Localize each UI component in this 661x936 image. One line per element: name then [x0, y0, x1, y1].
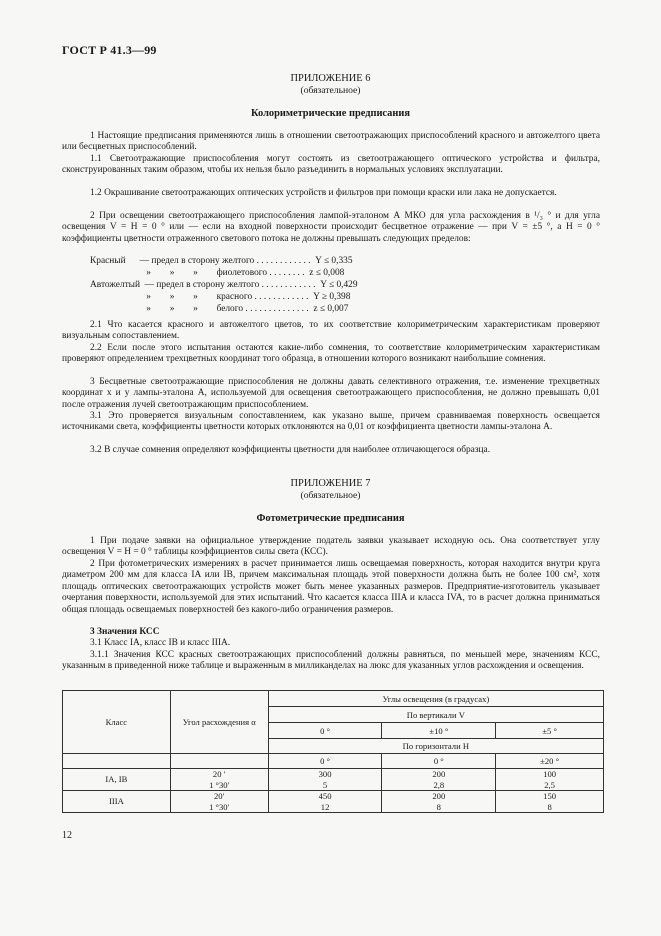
class-cell: IIIA: [63, 791, 171, 813]
appendix-6-heading: Колориметрические предписания: [251, 108, 410, 119]
paragraph-1: 1 Настоящие предписания применяются лишь в отношении светоотражающих приспособлений красного и автожелтого цвета или бесцветных приспособлений.: [62, 131, 600, 153]
paragraph-7-3-1: 3.1 Класс IA, класс IB и класс IIIA.: [90, 638, 231, 648]
class-cell: IA, IB: [63, 769, 171, 791]
angle-cell: [170, 791, 268, 813]
value: 150: [543, 791, 557, 802]
horizontal-angle: 0 °: [268, 754, 382, 769]
appendix-7-title-block: [0, 478, 661, 502]
appendix-6-title-block: [0, 73, 661, 97]
limit-row: Красный — предел в сторону желтого . . . . . . . . . . . . Y ≤ 0,335: [90, 256, 353, 266]
header-divergence-angle: Угол расхождения α: [170, 691, 268, 754]
horizontal-angle: ±20 °: [496, 754, 604, 769]
header-class: Класс: [63, 691, 171, 754]
angle-cell: [170, 769, 268, 791]
paragraph-7-1: 1 При подаче заявки на официальное утверждение податель заявки указывает исходную ось. Она соответствует углу освещения V = H = 0 ° таблицы коэффициентов силы света (КСС).: [62, 536, 600, 558]
kss-table: [62, 690, 604, 813]
paragraph-3-2: 3.2 В случае сомнения определяют коэффициенты цветности для наиболее отличающегося образца.: [90, 445, 491, 455]
value: 12: [320, 801, 330, 812]
paragraph-2-1: 2.1 Что касается красного и автожелтого цветов, то их соответствие колориметрическим характеристикам проверяют визуальным сопоставлением.: [62, 320, 600, 342]
paragraph-2-2: 2.2 Если после этого испытания остаются какие-либо сомнения, то соответствие колориметрическим характеристикам проверяют определением трехцветных координат того образца, в отношении которого возникают наибольшие сомнения.: [62, 343, 600, 365]
value: 8: [547, 801, 552, 812]
angle-value: 1 °30′: [209, 801, 230, 812]
value: 2,5: [544, 779, 555, 790]
header-horizontal: По горизонтали H: [268, 739, 603, 754]
angle-value: 1 °30′: [209, 779, 230, 790]
value-cell: [268, 791, 382, 813]
empty-cell: [63, 754, 171, 769]
page-number: 12: [62, 830, 72, 841]
paragraph-7-3-1-1: 3.1.1 Значения КСС красных светоотражающих приспособлений должны равняться, по меньшей мере, значениям КСС, указанным в приведенной ниже таблице и выраженным в милликанделах на люкс для указанных углов расхождения и освещения.: [62, 650, 600, 672]
angle-value: 20′: [214, 791, 225, 802]
vertical-angle: ±5 °: [496, 723, 604, 739]
angle-value: 20 ′: [212, 769, 226, 779]
value-cell: [268, 769, 382, 791]
limit-row: » » » красного . . . . . . . . . . . . Y ≥ 0,398: [90, 292, 351, 302]
value: 5: [322, 779, 328, 790]
paragraph-1-2: 1.2 Окрашивание светоотражающих оптических устройств и фильтров при помощи краски или лака не допускается.: [90, 188, 557, 198]
appendix-7-heading: Фотометрические предписания: [256, 513, 405, 524]
value: 8: [436, 801, 441, 812]
paragraph-3-1: 3.1 Это проверяется визуальным сопоставлением, как указано выше, причем сравниваемая поверхность освещается источниками света, коэффициенты цветности которых отклоняются на 0,01 от коэффициента цветности лампы-эталона А.: [62, 411, 600, 433]
limit-row: Автожелтый — предел в сторону желтого . . . . . . . . . . . . Y ≤ 0,429: [90, 280, 358, 290]
document-code: ГОСТ Р 41.3—99: [62, 43, 157, 57]
appendix-6-status: (обязательное): [300, 85, 361, 96]
value-cell: [382, 791, 496, 813]
header-vertical: По вертикали V: [268, 707, 603, 723]
value: 200: [432, 769, 446, 779]
empty-cell: [170, 754, 268, 769]
value-cell: [496, 791, 604, 813]
value: 100: [543, 769, 557, 779]
table-row: [63, 791, 604, 813]
value: 2,8: [433, 779, 445, 790]
appendix-7-title: ПРИЛОЖЕНИЕ 7: [290, 478, 371, 489]
appendix-6-title: ПРИЛОЖЕНИЕ 6: [290, 73, 371, 84]
value: 300: [318, 769, 332, 779]
limit-row: » » » фиолетового . . . . . . . . z ≤ 0,008: [90, 268, 345, 278]
appendix-7-status: (обязательное): [300, 490, 361, 501]
vertical-angle: ±10 °: [382, 723, 496, 739]
vertical-angle: 0 °: [268, 723, 382, 739]
value-cell: [382, 769, 496, 791]
paragraph-1-1: 1.1 Светоотражающие приспособления могут состоять из светоотражающего оптического устройства и фильтра, сконструированных таким образом, чтобы их нельзя было разъединить в нормальных условиях эксплуатации.: [62, 154, 600, 176]
value-cell: [496, 769, 604, 791]
value: 450: [318, 791, 332, 802]
paragraph-3: 3 Бесцветные светоотражающие приспособления не должны давать селективного отражения, т.е. изменение трехцветных координат x и y лампы-эталона А, используемой для освещения светоотражающего приспособления, не должно превышать 0,01 после отражения лучей светоотражающим приспособлением.: [62, 377, 600, 410]
horizontal-angle: 0 °: [382, 754, 496, 769]
paragraph-7-3: 3 Значения КСС: [90, 627, 160, 637]
limit-row: » » » белого . . . . . . . . . . . . . . z ≤ 0,007: [90, 304, 349, 314]
table-row: [63, 769, 604, 791]
paragraph-2: 2 При освещении светоотражающего приспособления лампой-эталоном А МКО для угла расхождения в ¹/₃ ° и для угла освещения V = H = 0 ° или — если на входной поверхности происходит бесцветное отражение — при V = ±5 °, а H = 0 ° коэффициенты цветности отраженного светового потока не должны превышать следующих пределов:: [62, 211, 600, 244]
header-illumination-angles: Углы освещения (в градусах): [268, 691, 603, 707]
paragraph-7-2: 2 При фотометрических измерениях в расчет принимается лишь освещаемая поверхность, которая находится внутри круга диаметром 200 мм для класса IA или IB, причем максимальная площадь этой поверхности должна быть не более 100 см², хотя площадь оптических светоотражающих устройств может быть менее указанных размеров. Предприятие-изготовитель указывает очертания поверхности, используемой для этих испытаний. Что касается класса IIIA и класса IVA, то в расчет должна приниматься общая площадь освещаемых поверхностей без какого-либо ограничения размеров.: [62, 559, 600, 615]
value: 200: [432, 791, 446, 802]
